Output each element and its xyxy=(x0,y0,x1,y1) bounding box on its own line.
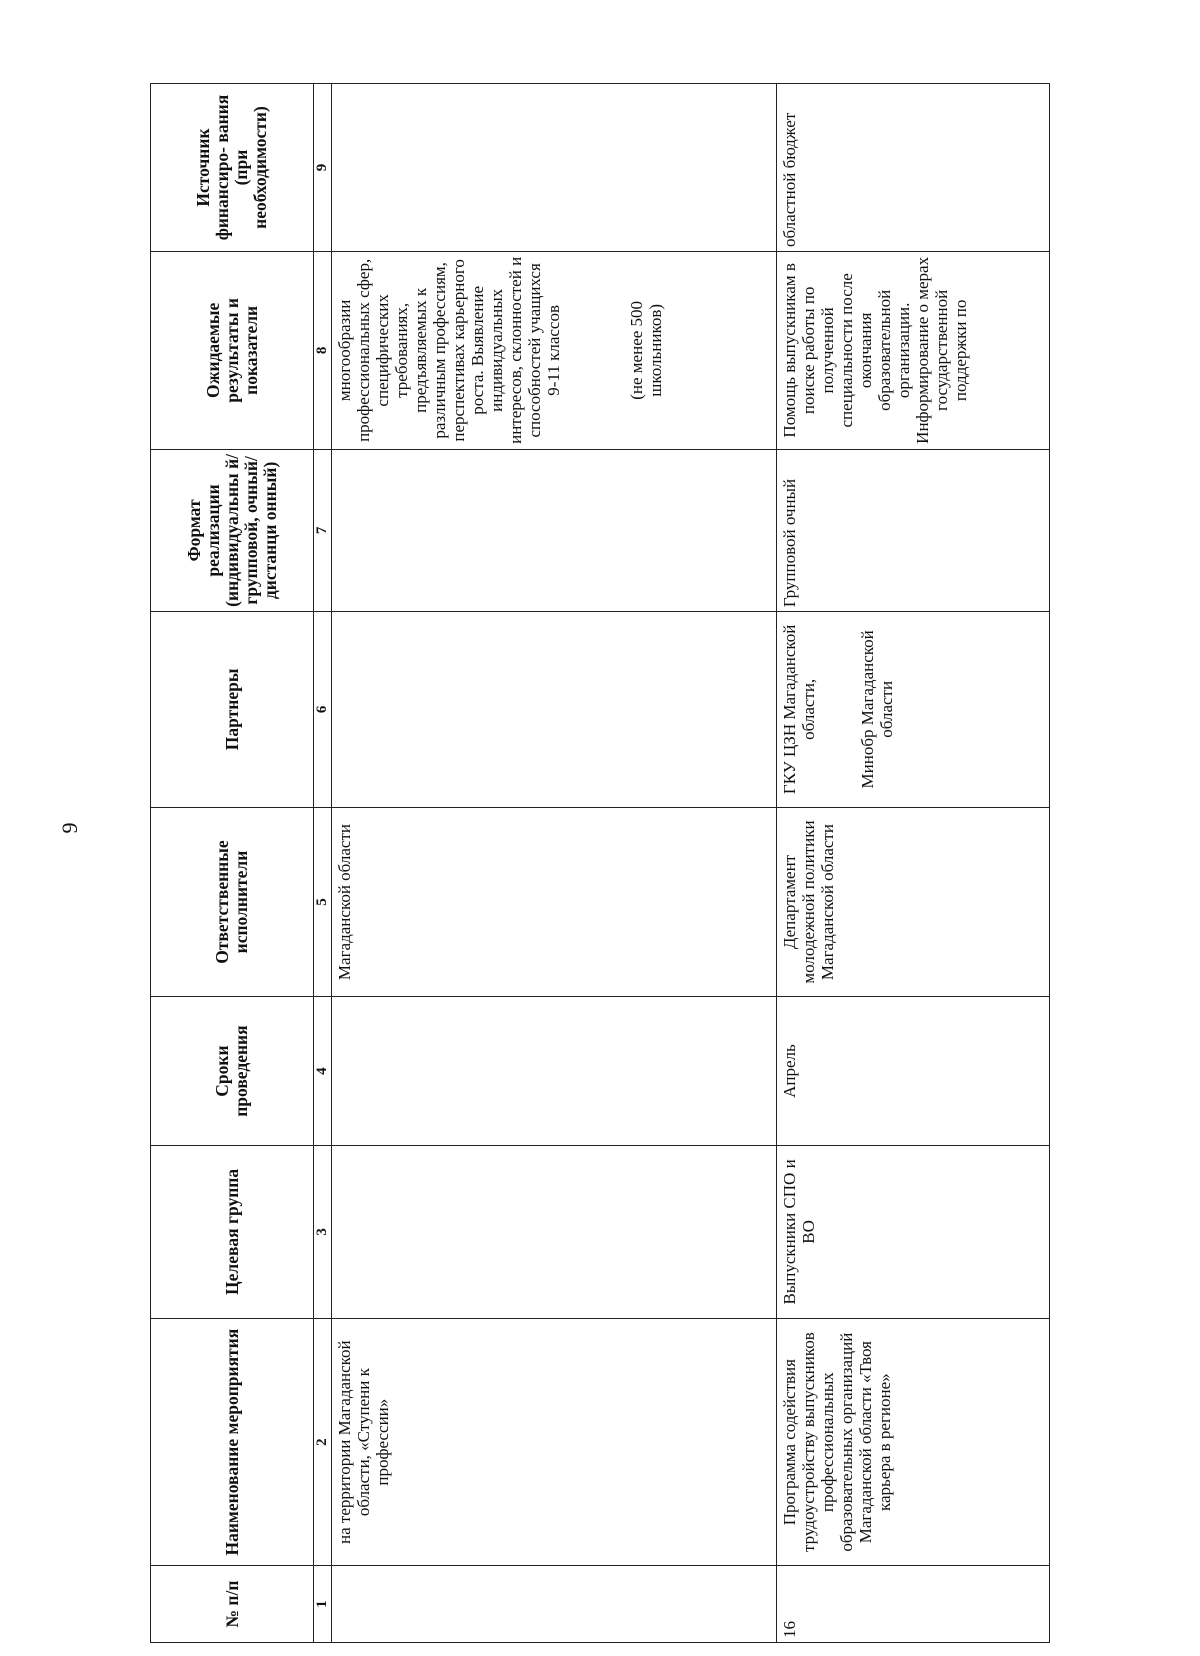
results-text: многообразии профессиональных сфер, специфических требованиях, предъявляемых к различным профессиям, перспективах карьерного роста. Выявление индивидуальных интересов, склонностей и способностей учащихся 9-11 классов xyxy=(335,256,563,444)
header-row xyxy=(151,84,314,1643)
format-cell: Групповой очный xyxy=(777,449,1050,611)
partner-1: ГКУ ЦЗН Магаданской области, xyxy=(780,624,818,795)
column-number: 4 xyxy=(314,997,332,1145)
dates-cell xyxy=(332,997,777,1145)
page-number: 9 xyxy=(57,822,82,834)
header-col-5: Ответственные исполнители xyxy=(151,807,314,997)
header-col-2: Наименование мероприятия xyxy=(151,1319,314,1566)
results-cell xyxy=(332,252,777,450)
header-col-6: Партнеры xyxy=(151,612,314,807)
column-number: 6 xyxy=(314,612,332,807)
target-group-cell xyxy=(332,1145,777,1318)
header-col-9: Источник финансиро- вания (при необходимости) xyxy=(151,84,314,252)
rotated-table-container xyxy=(150,83,1050,1643)
funding-cell xyxy=(332,84,777,252)
spacer xyxy=(563,256,627,445)
format-cell xyxy=(332,449,777,611)
column-number: 1 xyxy=(314,1566,332,1643)
table-row-16 xyxy=(777,84,1050,1643)
target-group-cell: Выпускники СПО и ВО xyxy=(777,1145,1050,1318)
column-number: 7 xyxy=(314,449,332,611)
column-number: 9 xyxy=(314,84,332,252)
funding-cell: областной бюджет xyxy=(777,84,1050,252)
events-table xyxy=(150,83,1050,1643)
header-col-4: Сроки проведения xyxy=(151,997,314,1145)
header-col-8: Ожидаемые результаты и показатели xyxy=(151,252,314,450)
row-num-cell xyxy=(332,1566,777,1643)
column-number: 3 xyxy=(314,1145,332,1318)
dates-cell: Апрель xyxy=(777,997,1050,1145)
table-row-continued xyxy=(332,84,777,1643)
responsible-cell: Магаданской области xyxy=(332,807,777,997)
column-number-row xyxy=(314,84,332,1643)
responsible-cell: Департамент молодежной политики Магаданской области xyxy=(777,807,1050,997)
row-num-cell: 16 xyxy=(777,1566,1050,1643)
header-col-7: Формат реализации (индивидуальны й/групповой, очный/дистанци онный) xyxy=(151,449,314,611)
column-number: 8 xyxy=(314,252,332,450)
partners-cell xyxy=(777,612,1050,807)
column-number: 5 xyxy=(314,807,332,997)
results-cell: Помощь выпускникам в поиске работы по полученной специальности после окончания образовательной организации. Информирование о мерах государственной поддержки по xyxy=(777,252,1050,450)
partner-2: Минобр Магаданской области xyxy=(858,630,896,789)
event-name-cell: Программа содействия трудоустройству выпускников профессиональных образовательных организаций Магаданской области «Твоя карьера в регионе» xyxy=(777,1319,1050,1566)
column-number: 2 xyxy=(314,1319,332,1566)
partners-cell xyxy=(332,612,777,807)
event-name-cell: на территории Магаданской области, «Ступени к профессии» xyxy=(332,1319,777,1566)
header-col-1: № п/п xyxy=(151,1566,314,1643)
spacer xyxy=(818,616,858,802)
results-count: (не менее 500 школьников) xyxy=(627,300,665,400)
header-col-3: Целевая группа xyxy=(151,1145,314,1318)
